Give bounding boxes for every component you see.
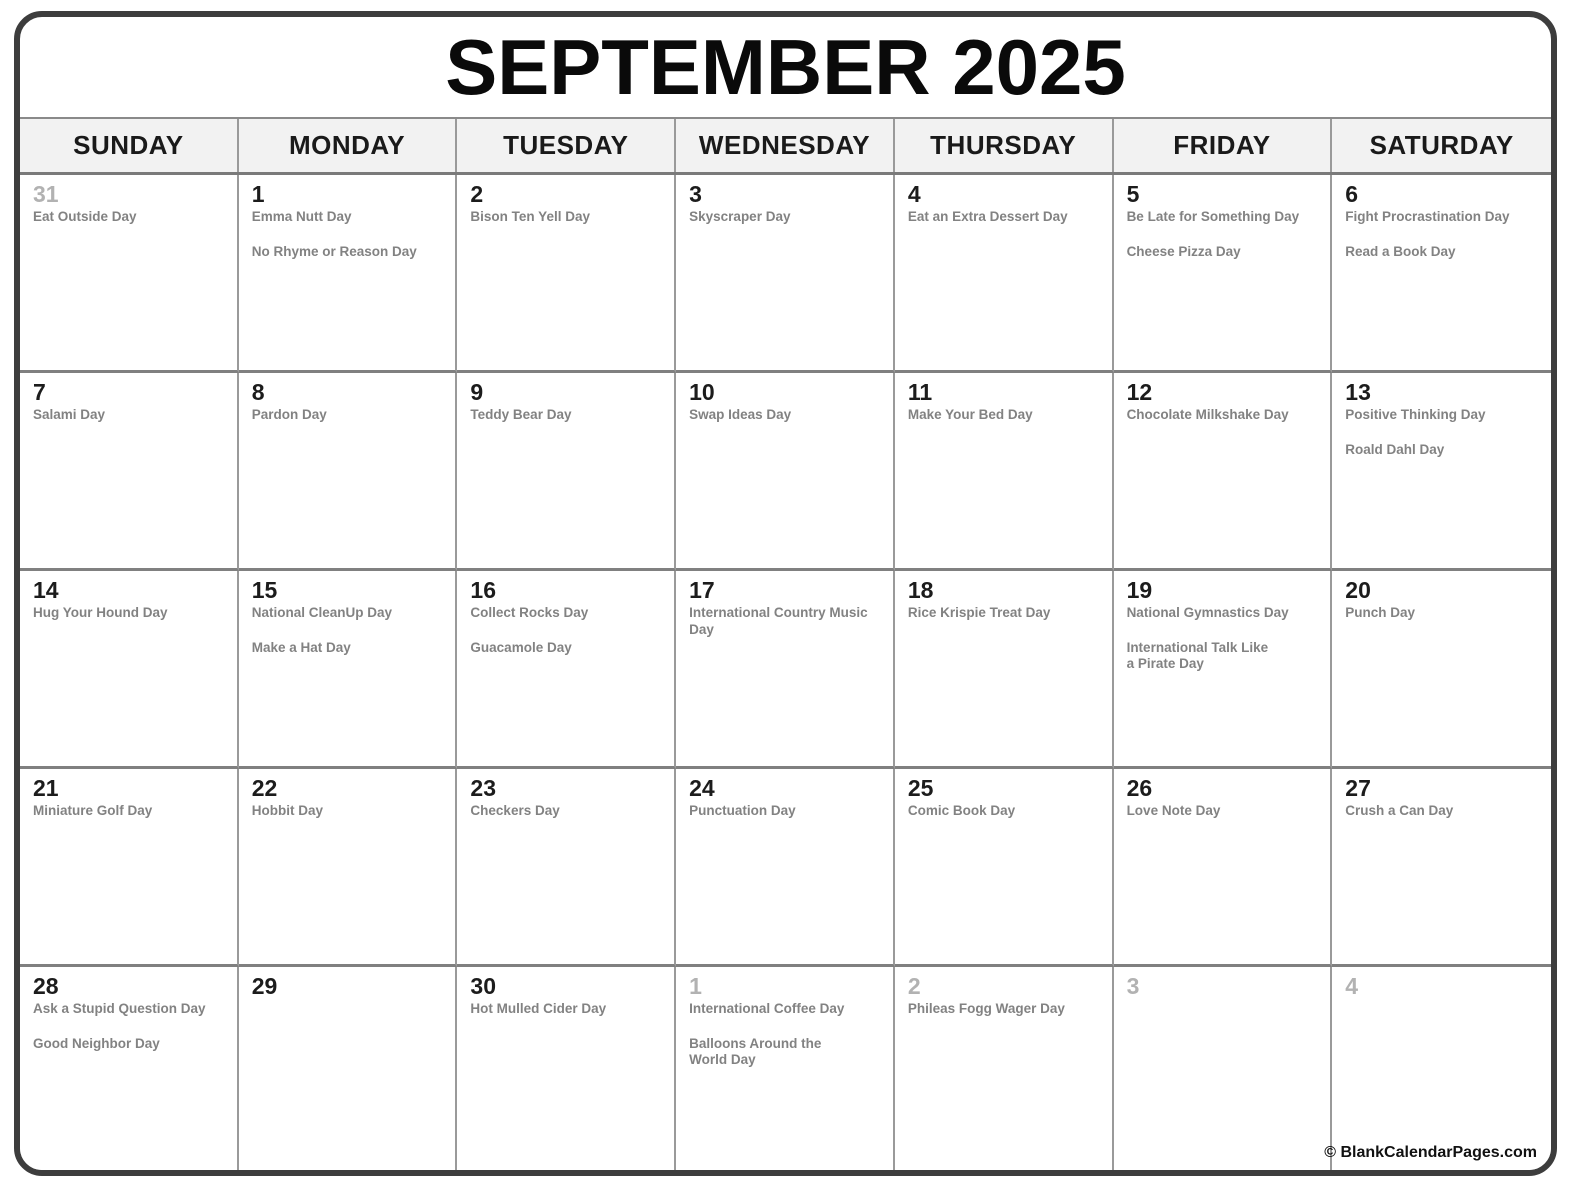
holiday-label: Collect Rocks Day xyxy=(470,605,589,621)
holiday-label: Salami Day xyxy=(33,407,106,423)
holiday-label: Roald Dahl Day xyxy=(1345,441,1445,457)
holiday-label: Emma Nutt Day xyxy=(251,209,352,225)
day-cell xyxy=(457,571,676,769)
day-number: 14 xyxy=(33,577,59,603)
day-number: 3 xyxy=(1126,973,1140,999)
holiday-label: International Talk Like a Pirate Day xyxy=(1126,639,1269,671)
day-cell xyxy=(676,571,895,769)
day-number: 17 xyxy=(689,577,715,603)
day-number: 9 xyxy=(470,379,484,405)
day-cell xyxy=(20,769,239,967)
day-number: 10 xyxy=(689,379,715,405)
day-cell xyxy=(1332,769,1551,967)
holiday-label: Hobbit Day xyxy=(251,803,323,819)
title-row xyxy=(20,17,1551,117)
copyright-text: © BlankCalendarPages.com xyxy=(1324,1144,1537,1161)
holiday-label: Skyscraper Day xyxy=(689,209,791,225)
holiday-label: Miniature Golf Day xyxy=(33,803,153,819)
holiday-label: Eat Outside Day xyxy=(33,209,137,225)
holiday-label: Pardon Day xyxy=(251,407,327,423)
holiday-label: Chocolate Milkshake Day xyxy=(1126,407,1289,423)
day-number: 7 xyxy=(33,379,46,405)
day-cell xyxy=(1332,175,1551,373)
day-cell xyxy=(457,769,676,967)
day-cell xyxy=(895,373,1114,571)
day-cell xyxy=(1114,175,1333,373)
weekday-header-tuesday: TUESDAY xyxy=(457,119,676,172)
day-number: 21 xyxy=(33,775,59,801)
day-cell xyxy=(239,175,458,373)
holiday-label: Phileas Fogg Wager Day xyxy=(907,1001,1065,1017)
day-number: 19 xyxy=(1126,577,1153,603)
holiday-label: International Country Music Day xyxy=(689,605,868,637)
day-number: 1 xyxy=(689,973,702,999)
day-cell xyxy=(895,175,1114,373)
holiday-label: Crush a Can Day xyxy=(1345,803,1454,819)
holiday-label: Balloons Around the World Day xyxy=(689,1035,822,1067)
day-number: 22 xyxy=(251,775,278,801)
day-number: 5 xyxy=(1126,181,1140,207)
holiday-label: Make Your Bed Day xyxy=(907,407,1033,423)
holiday-label: Rice Krispie Treat Day xyxy=(907,605,1051,621)
day-number: 4 xyxy=(907,181,921,207)
day-number: 15 xyxy=(251,577,278,603)
holiday-label: Swap Ideas Day xyxy=(689,407,792,423)
day-number: 23 xyxy=(470,775,497,801)
day-cell xyxy=(239,571,458,769)
day-number: 11 xyxy=(907,379,933,405)
day-cell xyxy=(20,571,239,769)
weekday-header-row xyxy=(20,117,1551,175)
day-number: 25 xyxy=(907,775,934,801)
day-number: 24 xyxy=(689,775,715,801)
day-cell xyxy=(1114,373,1333,571)
day-number: 2 xyxy=(470,181,484,207)
holiday-label: Teddy Bear Day xyxy=(470,407,572,423)
day-number: 29 xyxy=(251,973,278,999)
holiday-label: Ask a Stupid Question Day xyxy=(33,1001,206,1017)
weekday-header-monday: MONDAY xyxy=(239,119,458,172)
day-number: 27 xyxy=(1345,775,1371,801)
day-number: 2 xyxy=(907,973,921,999)
holiday-label: Positive Thinking Day xyxy=(1345,407,1486,423)
day-cell xyxy=(20,967,239,1171)
day-number: 16 xyxy=(470,577,497,603)
day-cell xyxy=(1114,571,1333,769)
day-number: 8 xyxy=(251,379,265,405)
day-cell xyxy=(239,967,458,1171)
day-cell xyxy=(1332,571,1551,769)
day-cell xyxy=(895,769,1114,967)
day-cell xyxy=(1114,967,1333,1171)
day-cell xyxy=(239,373,458,571)
holiday-label: Guacamole Day xyxy=(470,639,572,655)
day-cell xyxy=(239,769,458,967)
day-number: 12 xyxy=(1126,379,1153,405)
day-number: 6 xyxy=(1345,181,1359,207)
day-cell xyxy=(20,175,239,373)
day-number: 31 xyxy=(33,181,59,207)
holiday-label: Checkers Day xyxy=(470,803,560,819)
day-number: 18 xyxy=(907,577,934,603)
weekday-header-sunday: SUNDAY xyxy=(20,119,239,172)
holiday-label: Punch Day xyxy=(1345,605,1416,621)
day-cell xyxy=(1114,769,1333,967)
holiday-label: Fight Procrastination Day xyxy=(1345,209,1510,225)
day-cell xyxy=(895,571,1114,769)
holiday-label: Read a Book Day xyxy=(1345,243,1456,259)
day-number: 1 xyxy=(251,181,265,207)
day-cell xyxy=(676,175,895,373)
day-number: 30 xyxy=(470,973,497,999)
holiday-label: National CleanUp Day xyxy=(251,605,392,621)
day-cell xyxy=(457,373,676,571)
page-title: SEPTEMBER 2025 xyxy=(445,23,1126,111)
holiday-label: Hug Your Hound Day xyxy=(33,605,168,621)
holiday-label: Good Neighbor Day xyxy=(33,1035,160,1051)
calendar-page xyxy=(14,11,1557,1176)
weekday-header-thursday: THURSDAY xyxy=(895,119,1114,172)
day-cell xyxy=(1332,967,1551,1171)
day-cell xyxy=(895,967,1114,1171)
day-number: 20 xyxy=(1345,577,1371,603)
day-number: 4 xyxy=(1345,973,1359,999)
holiday-label: Make a Hat Day xyxy=(251,639,351,655)
holiday-label: Love Note Day xyxy=(1126,803,1221,819)
holiday-label: Eat an Extra Dessert Day xyxy=(907,209,1068,225)
weekday-header-wednesday: WEDNESDAY xyxy=(676,119,895,172)
day-cell xyxy=(457,967,676,1171)
day-number: 3 xyxy=(689,181,702,207)
holiday-label: Punctuation Day xyxy=(689,803,796,819)
holiday-label: No Rhyme or Reason Day xyxy=(251,243,417,259)
weekday-header-friday: FRIDAY xyxy=(1114,119,1333,172)
holiday-label: Bison Ten Yell Day xyxy=(470,209,590,225)
day-number: 28 xyxy=(33,973,59,999)
holiday-label: National Gymnastics Day xyxy=(1126,605,1289,621)
day-cell xyxy=(676,373,895,571)
day-cell xyxy=(20,373,239,571)
day-number: 26 xyxy=(1126,775,1153,801)
holiday-label: Be Late for Something Day xyxy=(1126,209,1300,225)
holiday-label: Hot Mulled Cider Day xyxy=(470,1001,607,1017)
weekday-header-saturday: SATURDAY xyxy=(1369,130,1514,160)
holiday-label: International Coffee Day xyxy=(689,1001,845,1017)
day-cell xyxy=(457,175,676,373)
calendar-grid xyxy=(20,175,1551,1165)
holiday-label: Cheese Pizza Day xyxy=(1126,243,1241,259)
day-cell xyxy=(676,769,895,967)
day-cell xyxy=(1332,373,1551,571)
day-number: 13 xyxy=(1345,379,1371,405)
holiday-label: Comic Book Day xyxy=(907,803,1016,819)
day-cell xyxy=(676,967,895,1171)
